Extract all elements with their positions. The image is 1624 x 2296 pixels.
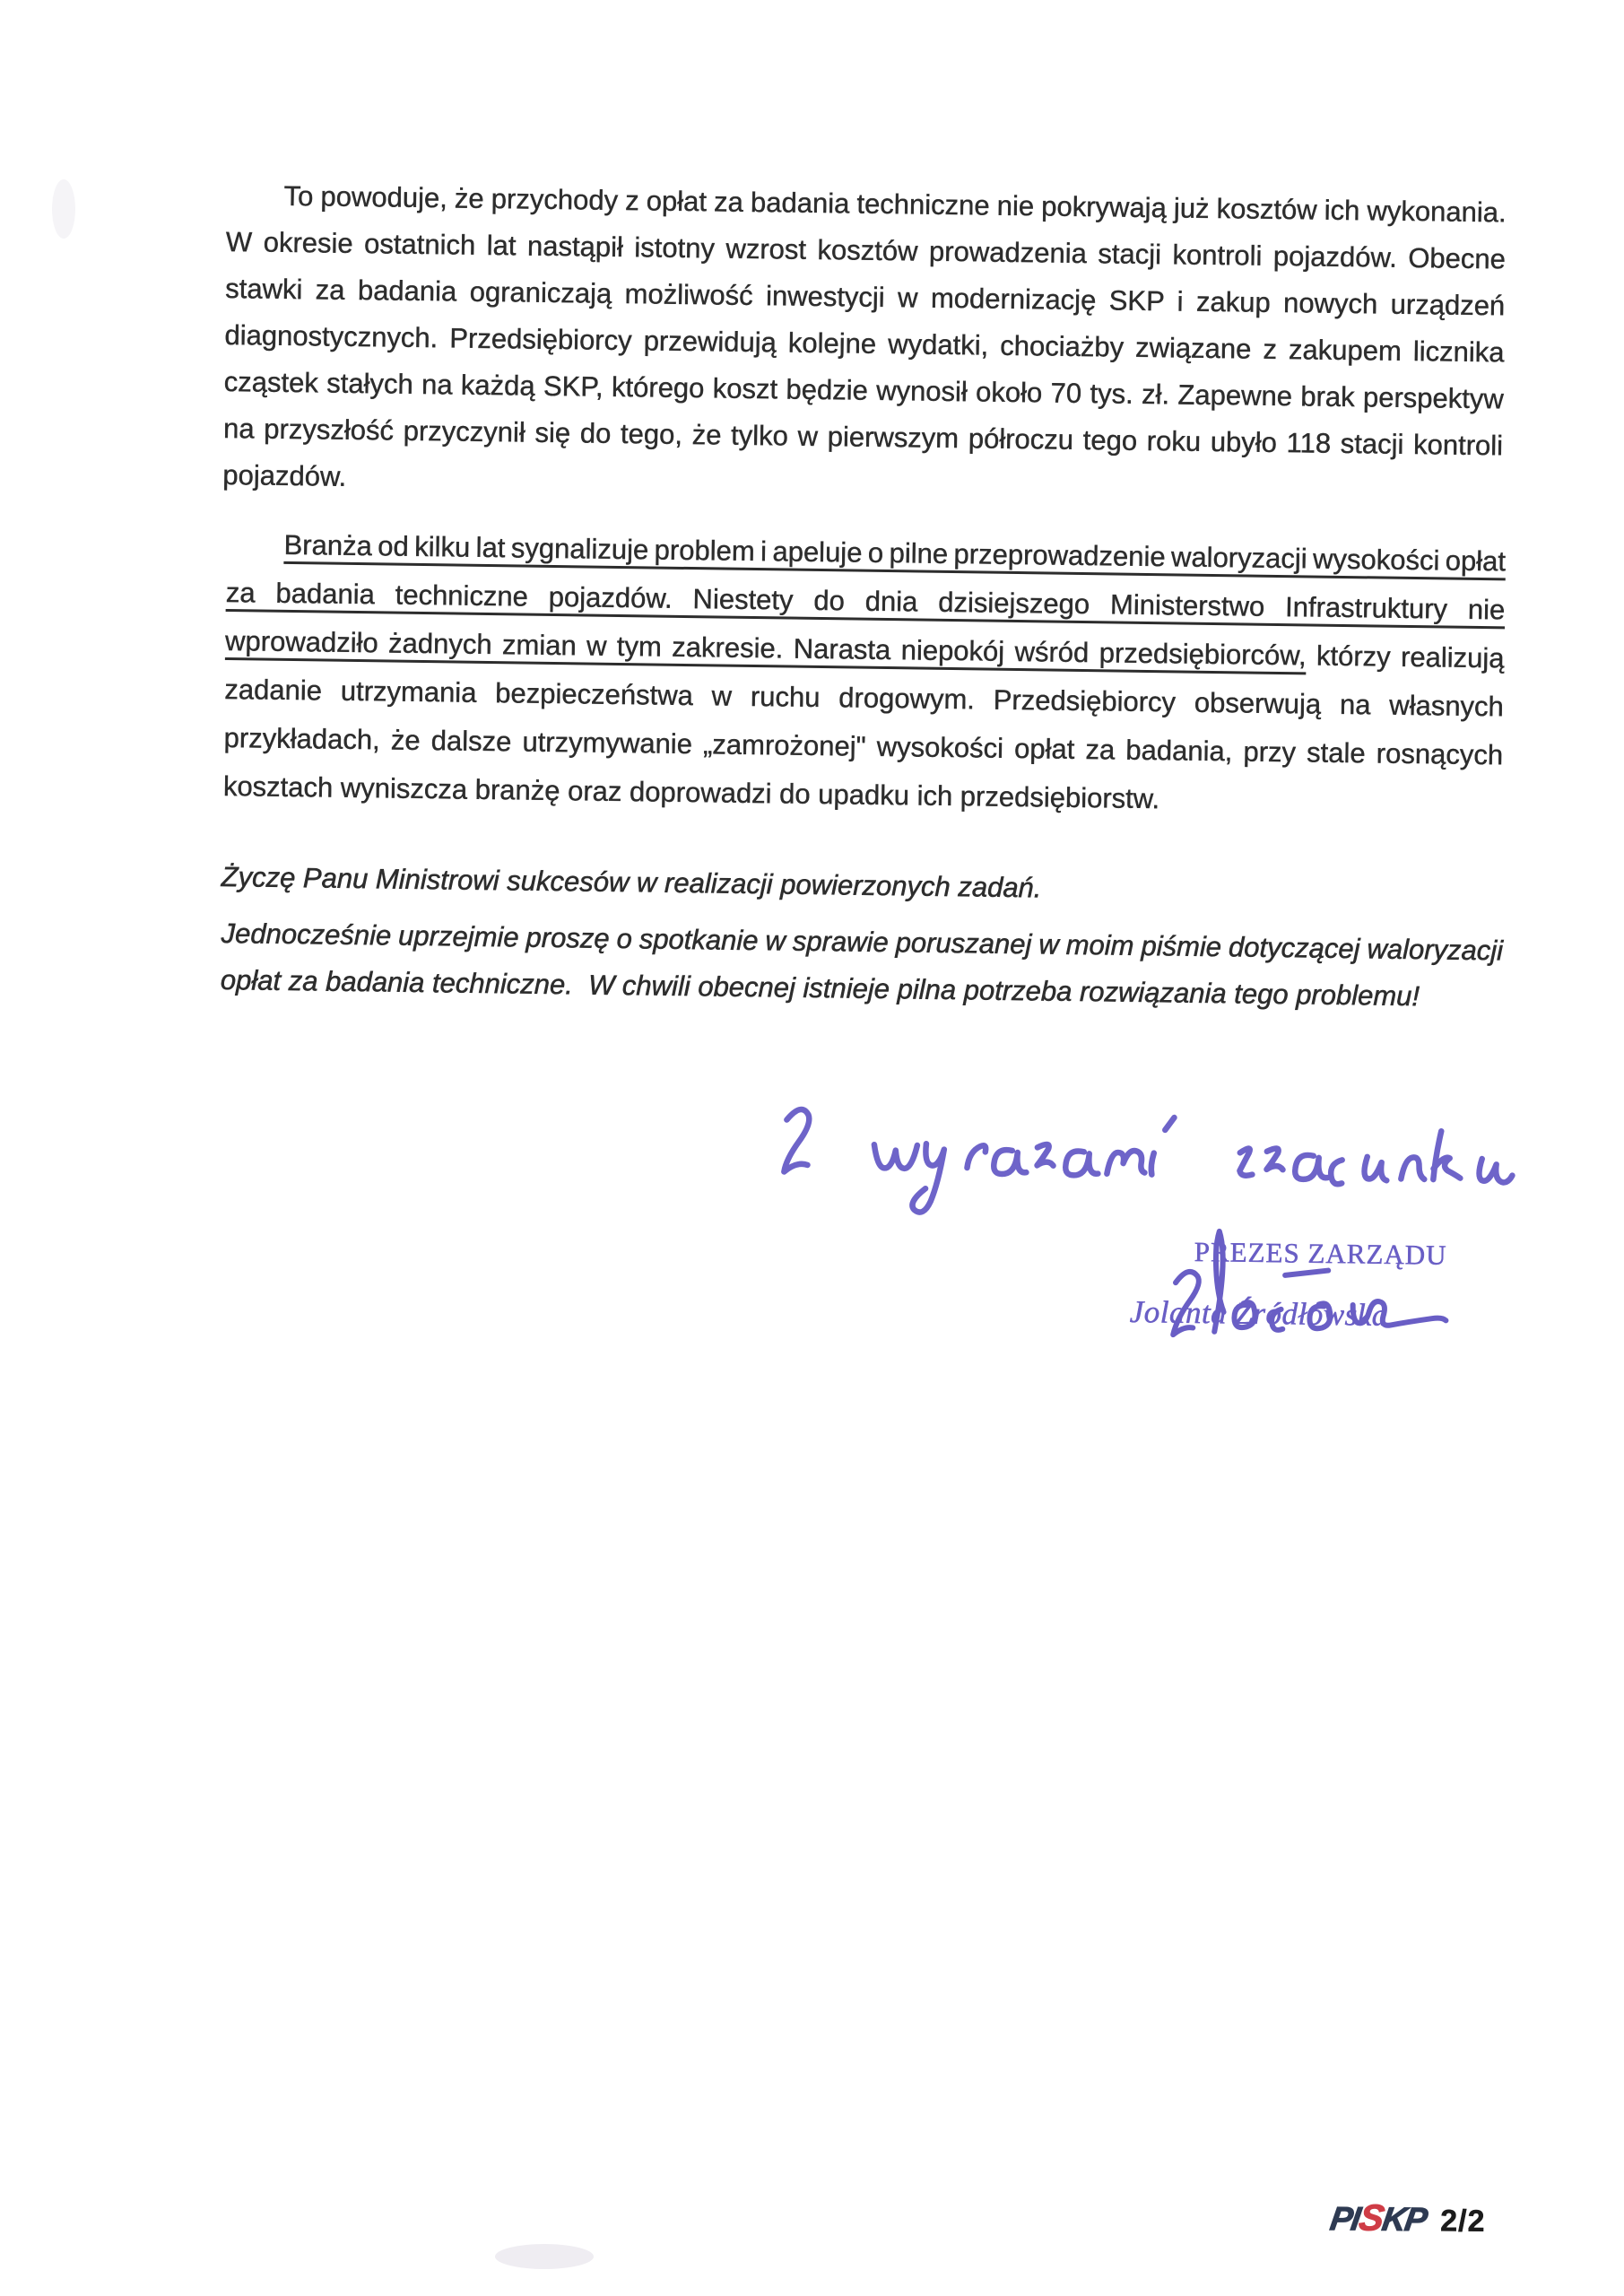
scan-smudge <box>495 2244 594 2269</box>
text-line: za badania techniczne pojazdów. Niestety do dnia dzisiejszego Ministerstwo Infrastruktury nie <box>225 576 1506 626</box>
piskp-logo: PISKP <box>1327 2196 1429 2239</box>
text-line: opłat za badania techniczne. W chwili obecnej istnieje pilna potrzeba rozwiązania tego problemu! <box>220 963 1420 1013</box>
text-line: cząstek stałych na każdą SKP, którego koszt będzie wynosił około 70 tys. zł. Zapewne brak perspektyw <box>223 365 1505 415</box>
handwritten-signature <box>1162 1218 1460 1362</box>
text-line: W okresie ostatnich lat nastąpił istotny wzrost kosztów prowadzenia stacji kontroli pojazdów. Obecne <box>225 225 1507 275</box>
text-line: stawki za badania ograniczają możliwość inwestycji w modernizację SKP i zakup nowych urządzeń <box>224 272 1506 322</box>
text-line: kosztach wyniszcza branżę oraz doprowadzi do upadku ich przedsiębiorstw. <box>222 770 1160 815</box>
text-line: zadanie utrzymania bezpieczeństwa w ruchu drogowym. Przedsiębiorcy obserwują na własnych <box>224 673 1505 723</box>
page-number: 2/2 <box>1440 2204 1486 2239</box>
text-line: wprowadziło żadnych zmian w tym zakresie. Narasta niepokój wśród przedsiębiorców, którzy realizują <box>224 624 1505 674</box>
paragraph-p1 <box>222 172 1507 516</box>
text-line: To powoduje, że przychody z opłat za badania techniczne nie pokrywają już kosztów ich wykonania. <box>283 179 1507 229</box>
text-line: przykładach, że dalsze utrzymywanie „zamrożonej" wysokości opłat za badania, przy stale rosnących <box>223 721 1504 771</box>
page-footer <box>1327 2196 1486 2240</box>
stamp-name: Jolanta Źródłowska <box>1129 1294 1389 1333</box>
text-line: diagnostycznych. Przedsiębiorcy przewidują kolejne wydatki, chociażby związane z zakupem licznika <box>224 318 1505 369</box>
scan-smudge <box>52 179 75 239</box>
text-line: Branża od kilku lat sygnalizuje problem i apeluje o pilne przeprowadzenie waloryzacji wysokości opłat <box>283 528 1507 578</box>
text-line: Życzę Panu Ministrowi sukcesów w realizacji powierzonych zadań. <box>221 860 1042 904</box>
paragraph-p3 <box>221 854 1504 918</box>
stamp-title: PREZES ZARZĄDU <box>1194 1236 1447 1271</box>
handwritten-closing <box>758 1087 1541 1231</box>
paragraph-p4 <box>221 910 1504 1021</box>
paragraph-p2 <box>222 520 1507 828</box>
text-line: Jednocześnie uprzejmie proszę o spotkanie w sprawie poruszanej w moim piśmie dotyczącej waloryzacji <box>221 917 1504 967</box>
text-line: pojazdów. <box>222 458 347 492</box>
text-line: na przyszłość przyczynił się do tego, że tylko w pierwszym półroczu tego roku ubyło 118 stacji kontroli <box>222 412 1504 462</box>
